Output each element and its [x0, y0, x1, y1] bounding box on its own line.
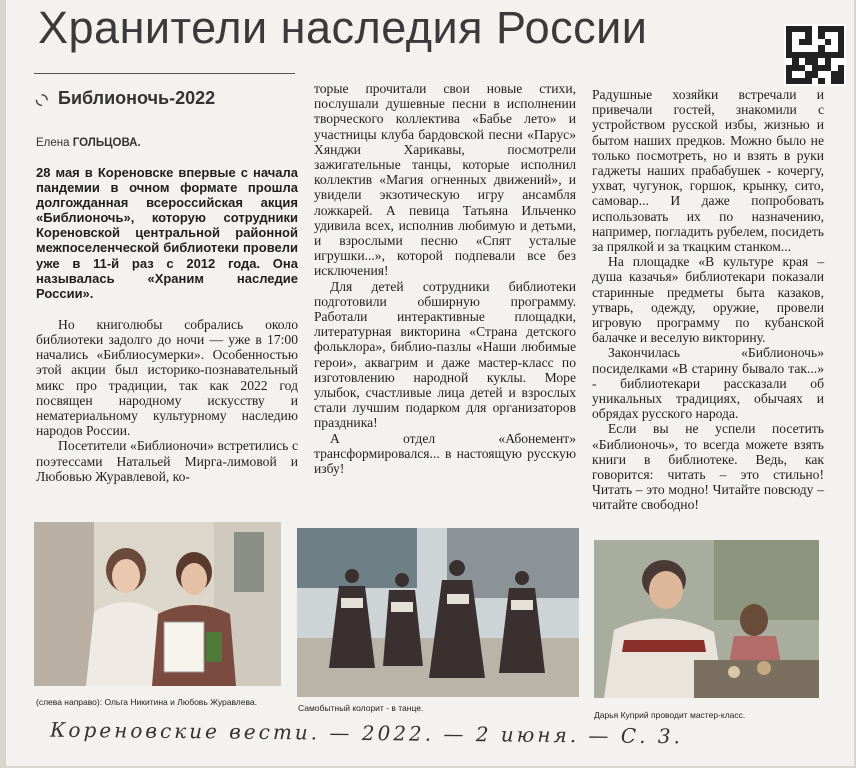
divider — [34, 73, 295, 74]
article-column-3 — [592, 87, 824, 513]
paragraph: Радушные хозяйки встречали и привечали гостей, знакомили с устройством русской избы, жизнью и бытом наших предков. Можно было не только посмотреть, но и взять в руки гаджеты наших прабабушек - кочергу, ухват, чугунок, горшок, крынку, сито, самовар... И даже попробовать использовать их по назначению, например, погладить рубелем, посидеть за прялкой и за ткацким станком... — [592, 87, 824, 255]
page-title: Хранители наследия России — [38, 2, 648, 53]
paragraph: Но книголюбы собрались около библиотеки задолго до ночи — уже в 17:00 начались «Библиосумерки». Особенностью этой акции был историко-познавательный микс про традиции, так как 2022 год посвящен народному искусству и нематериальному культурному наследию народов России. — [36, 316, 298, 439]
photo-caption-1: (слева направо): Ольга Никитина и Любовь Журавлева. — [36, 697, 257, 707]
photo-master-class — [594, 540, 819, 698]
author-byline — [36, 137, 141, 149]
article-column-2 — [314, 81, 576, 476]
photo-librarians-image — [34, 522, 281, 686]
photo-dancers — [297, 528, 579, 697]
paragraph: Для детей сотрудники библиотеки подготовили обширную программу. Работали интерактивные площадки, литературная викторина «Страна детского фольклора», библио-пазлы «Наши любимые герои», аквагрим и даже мастер-класс по изготовлению народной куклы. Море улыбок, счастливые лица детей и взрослых стали лучшим подарком для организаторов праздника! — [314, 278, 576, 431]
wifi-signal-icon: ◟◝ — [36, 91, 48, 108]
photo-master-class-image — [594, 540, 819, 698]
rubric-label: Библионочь-2022 — [58, 88, 216, 108]
qr-code — [784, 24, 846, 86]
photo-caption-3: Дарья Куприй проводит мастер-класс. — [594, 710, 746, 720]
paragraph: Посетители «Библионочи» встретились с поэтессами Натальей Мирга-лимовой и Любовью Журавлевой, ко- — [36, 438, 298, 484]
handwritten-citation: Кореновские вести. — 2022. — 2 июня. — С. 3. — [49, 717, 684, 749]
lead-paragraph: 28 мая в Кореновске впервые с начала пандемии в очном формате прошла долгожданная всероссийская акция «Библионочь», которую сотрудники Кореновской центральной районной межпоселенческой библиотеки провели уже в 11-й раз с 2012 года. Она называлась «Храним наследие России». — [36, 165, 298, 301]
article-rubric — [36, 88, 215, 109]
paragraph: Если вы не успели посетить «Библионочь», то всегда можете взять книги в библиотеке. Ведь, как говорится: читать – это стильно! Читать – это модно! Читайте повсюду – читайте свободно! — [592, 421, 824, 513]
author-first-name: Елена — [36, 137, 70, 149]
article-column-1 — [36, 165, 298, 484]
photo-caption-2: Самобытный колорит - в танце. — [298, 703, 424, 713]
paragraph: Закончилась «Библионочь» посиделками «В старину бывало так...» - библиотекари рассказали об уникальных традициях, обычаях и обрядах русского народа. — [592, 345, 824, 422]
paragraph: торые прочитали свои новые стихи, послушали душевные песни в исполнении творческого коллектива «Бабье лето» и участницы клуба бардовской песни «Парус» Хянджи Харикавы, посмотрели зажигательные танцы, которые исполнил коллектив «Магия огненных движений», и увидели экзотическую игру ансамбля ложкарей. А певица Татьяна Ильченко удивила всех, исполнив любимую и детьми, и взрослыми песню «Спят усталые игрушки...», которой подпевали все без исключения! — [314, 81, 576, 279]
photo-librarians — [34, 522, 281, 686]
paragraph: На площадке «В культуре края – душа казачья» библиотекари показали старинные предметы быта казаков, утварь, одежду, оружие, провели игровую программу по кубанской балачке и веселую викторину. — [592, 254, 824, 346]
paragraph: А отдел «Абонемент» трансформировался... в настоящую русскую избу! — [314, 430, 576, 477]
photo-dancers-image — [297, 528, 579, 697]
author-last-name: ГОЛЬЦОВА. — [72, 137, 141, 149]
